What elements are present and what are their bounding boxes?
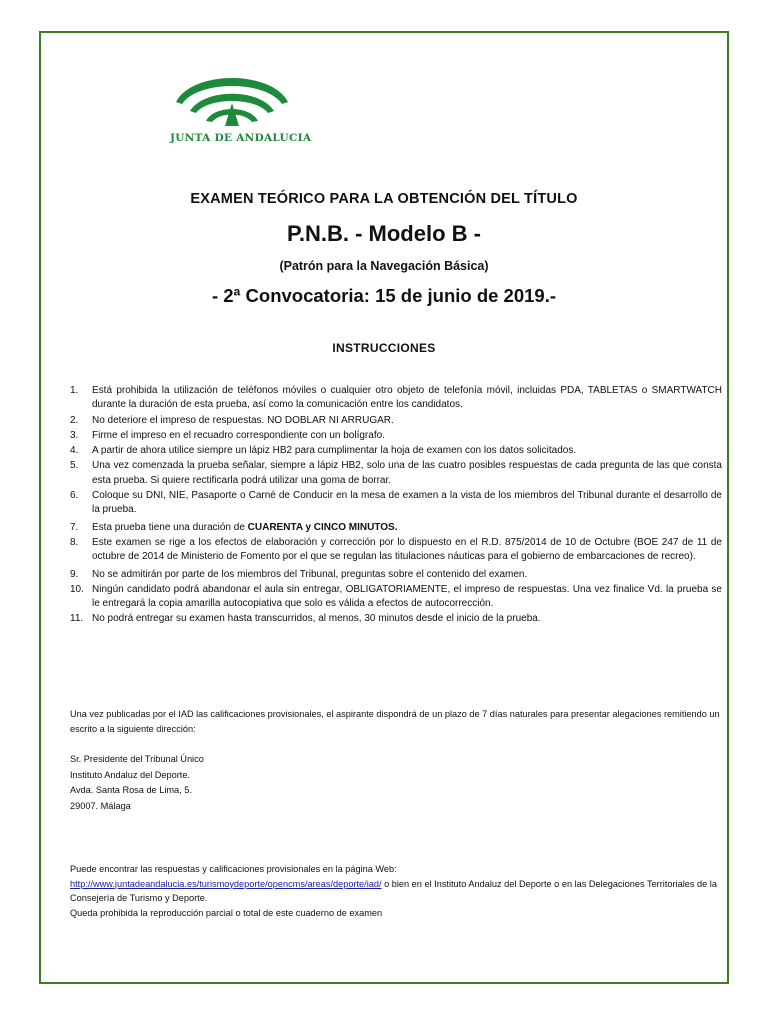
- web-after-link: o bien en el Instituto Andaluz del Deporte o en las Delegaciones Territoriales de la Consejería de Turismo y Deporte.: [70, 878, 717, 903]
- instruction-item: 8. Este examen se rige a los efectos de elaboración y corrección por lo dispuesto en el R.D. 875/2014 de 10 de Octubre (BOE 247 de 11 de octubre de 2014 de Ministerio de Fomento por el que se regulan las titulaciones náuticas para el gobierno de embarcaciones de recreo).: [70, 536, 722, 563]
- instruction-item: 3. Firme el impreso en el recuadro correspondiente con un bolígrafo.: [70, 429, 385, 441]
- instruction-item: 5. Una vez comenzada la prueba señalar, siempre a lápiz HB2, solo una de las cuatro posibles respuestas de cada pregunta de las que consta esta prueba. Si quiere rectificarla podrá utilizar una goma de borrar.: [70, 460, 722, 486]
- web-intro: Puede encontrar las respuestas y calificaciones provisionales en la página Web:: [70, 864, 397, 874]
- instruction-item: 7. Esta prueba tiene una duración de CUARENTA y CINCO MINUTOS.: [70, 521, 398, 533]
- address-line: Instituto Andaluz del Deporte.: [70, 769, 191, 780]
- duration-bold: CUARENTA y CINCO MINUTOS.: [247, 521, 398, 533]
- patron-subtitle: (Patrón para la Navegación Básica): [279, 259, 489, 273]
- instruction-item: 2. No deteriore el impreso de respuestas. NO DOBLAR NI ARRUGAR.: [70, 414, 394, 426]
- web-info: [70, 862, 730, 920]
- reproduction-notice: Queda prohibida la reproducción parcial o total de este cuaderno de examen: [70, 907, 383, 918]
- postal-address: [70, 752, 730, 814]
- instruction-item: 9. No se admitirán por parte de los miembros del Tribunal, preguntas sobre el contenido del examen.: [70, 568, 528, 580]
- model-title: P.N.B. - Modelo B -: [287, 221, 481, 246]
- instruction-item: 6. Coloque su DNI, NIE, Pasaporte o Carné de Conducir en la mesa de examen a la vista de los miembros del Tribunal durante el desarrollo de la prueba.: [70, 490, 722, 516]
- instruction-item: 1. Está prohibida la utilización de teléfonos móviles o cualquier otro objeto de telefonía móvil, incluidas PDA, TABLETAS o SMARTWATCH durante la duración de esta prueba, así como la comunicación entre los candidatos.: [70, 385, 722, 411]
- junta-de-andalucia-logo: [170, 66, 312, 150]
- address-line: Avda. Santa Rosa de Lima, 5.: [70, 785, 192, 795]
- allegations-notice: Una vez publicadas por el IAD las calificaciones provisionales, el aspirante dispondrá de un plazo de 7 días naturales para presentar alegaciones remitiendo un escrito a la siguiente dirección:: [70, 709, 720, 734]
- exam-title: EXAMEN TEÓRICO PARA LA OBTENCIÓN DEL TÍTULO: [190, 191, 578, 207]
- instruction-item: 4. A partir de ahora utilice siempre un lápiz HB2 para cumplimentar la hoja de examen con los datos solicitados.: [70, 445, 577, 457]
- address-line: 29007. Málaga: [70, 800, 131, 811]
- instructions-heading: INSTRUCCIONES: [332, 341, 436, 355]
- web-line: [70, 877, 730, 906]
- results-link[interactable]: http://www.juntadeandalucia.es/turismoydeporte/opencms/areas/deporte/iad/: [70, 878, 382, 889]
- instruction-item: 10. Ningún candidato podrá abandonar el aula sin entregar, OBLIGATORIAMENTE, el impreso de respuestas. Una vez finalice Vd. la prueba se le entregará la copia amarilla autocopiativa que solo es válida a efectos de autocorrección.: [70, 583, 722, 610]
- instructions-list: [70, 384, 722, 628]
- arches-emblem-icon: [170, 66, 294, 130]
- address-line: Sr. Presidente del Tribunal Único: [70, 754, 204, 764]
- convocatoria-title: - 2ª Convocatoria: 15 de junio de 2019.-: [211, 285, 557, 306]
- instruction-item: 11. No podrá entregar su examen hasta transcurridos, al menos, 30 minutos desde el inicio de la prueba.: [70, 613, 541, 625]
- logo-text: JUNTA DE ANDALUCIA: [170, 132, 312, 144]
